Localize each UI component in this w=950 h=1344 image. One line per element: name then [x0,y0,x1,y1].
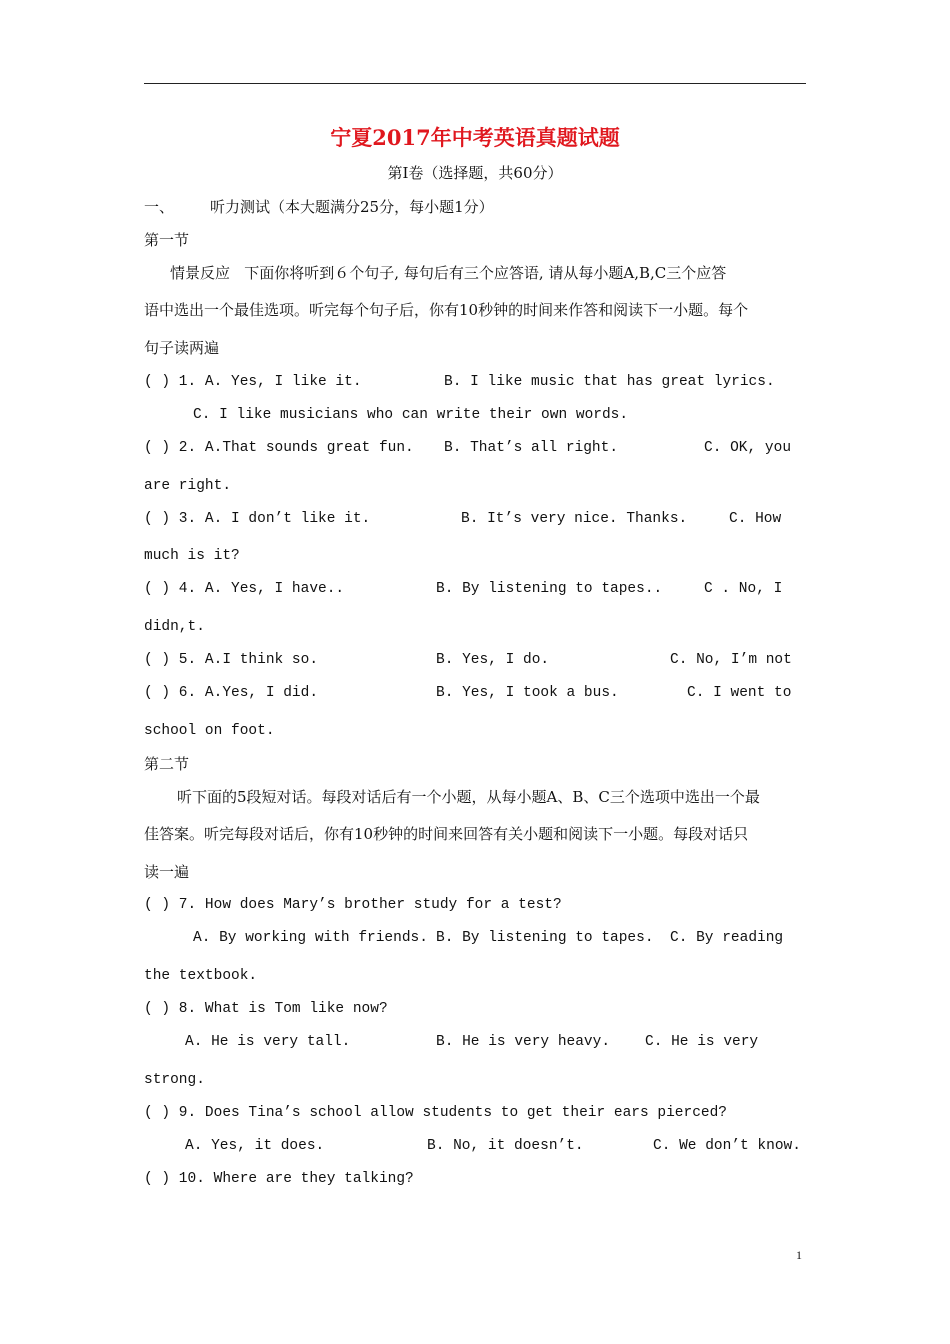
question-9-option-c: C. We don’t know. [653,1138,801,1154]
question-9-option-b: B. No, it doesn’t. [427,1138,584,1154]
question-5-option-b: B. Yes, I do. [436,652,550,668]
part2-label: 第二节 [144,755,190,773]
question-2-continuation: are right. [144,478,232,494]
question-4-continuation: didn,t. [144,619,205,635]
question-1-option-c: C. I like musicians who can write their own words. [193,407,629,423]
question-5-option-c: C. No, I’m not [670,652,792,668]
question-4-stem: ( ) 4. A. Yes, I have.. [144,581,345,597]
question-3-option-c: C. How [729,511,782,527]
question-6-option-c: C. I went to [687,685,792,701]
question-5-stem: ( ) 5. A.I think so. [144,652,319,668]
question-1-option-b: B. I like music that has great lyrics. [444,374,775,390]
question-8-option-b: B. He is very heavy. [436,1034,611,1050]
question-4-option-b: B. By listening to tapes.. [436,581,663,597]
part1-instruction-line3: 句子读两遍 [144,339,220,357]
question-6-stem: ( ) 6. A.Yes, I did. [144,685,319,701]
question-3-continuation: much is it? [144,548,240,564]
question-8-continuation: strong. [144,1072,205,1088]
question-8-option-c: C. He is very [645,1034,759,1050]
question-4-option-c: C . No, I [704,581,783,597]
question-9-option-a: A. Yes, it does. [185,1138,325,1154]
page-number: 1 [796,1248,802,1262]
question-6-option-b: B. Yes, I took a bus. [436,685,619,701]
question-7-stem: ( ) 7. How does Mary’s brother study for a test? [144,897,562,913]
question-7-option-b: B. By listening to tapes. [436,930,654,946]
question-1-stem: ( ) 1. A. Yes, I like it. [144,374,362,390]
part1-label: 第一节 [144,231,190,249]
question-10-stem: ( ) 10. Where are they talking? [144,1171,414,1187]
question-8-option-a: A. He is very tall. [185,1034,351,1050]
question-2-option-b: B. That’s all right. [444,440,619,456]
question-2-stem: ( ) 2. A.That sounds great fun. [144,440,414,456]
section-number: 一、 [144,198,175,216]
question-7-continuation: the textbook. [144,968,258,984]
question-2-option-c: C. OK, you [704,440,792,456]
part2-instruction-line3: 读一遍 [144,863,190,881]
question-8-stem: ( ) 8. What is Tom like now? [144,1001,388,1017]
part1-instruction-line1: 情景反应 下面你将听到６个句子, 每句后有三个应答语, 请从每小题A,B,C三个应答 [170,264,727,282]
question-7-option-c: C. By reading [670,930,784,946]
section-heading: 听力测试（本大题满分25分，每小题1分） [210,198,494,216]
question-6-continuation: school on foot. [144,723,275,739]
page-subtitle: 第Ⅰ卷（选择题，共60分） [387,164,563,182]
part1-instruction-line2: 语中选出一个最佳选项。听完每个句子后，你有10秒钟的时间来作答和阅读下一小题。每个 [144,301,749,319]
question-9-stem: ( ) 9. Does Tina’s school allow students to get their ears pierced? [144,1105,727,1121]
question-7-option-a: A. By working with friends. [193,930,428,946]
header-rule [144,83,806,84]
question-3-option-b: B. It’s very nice. Thanks. [461,511,688,527]
part2-instruction-line1: 听下面的5段短对话。每段对话后有一个小题，从每小题A、B、C三个选项中选出一个最 [177,788,760,806]
page-title: 宁夏2017年中考英语真题试题 [330,125,620,150]
part2-instruction-line2: 佳答案。听完每段对话后，你有10秒钟的时间来回答有关小题和阅读下一小题。每段对话只 [144,825,749,843]
question-3-stem: ( ) 3. A. I don’t like it. [144,511,371,527]
